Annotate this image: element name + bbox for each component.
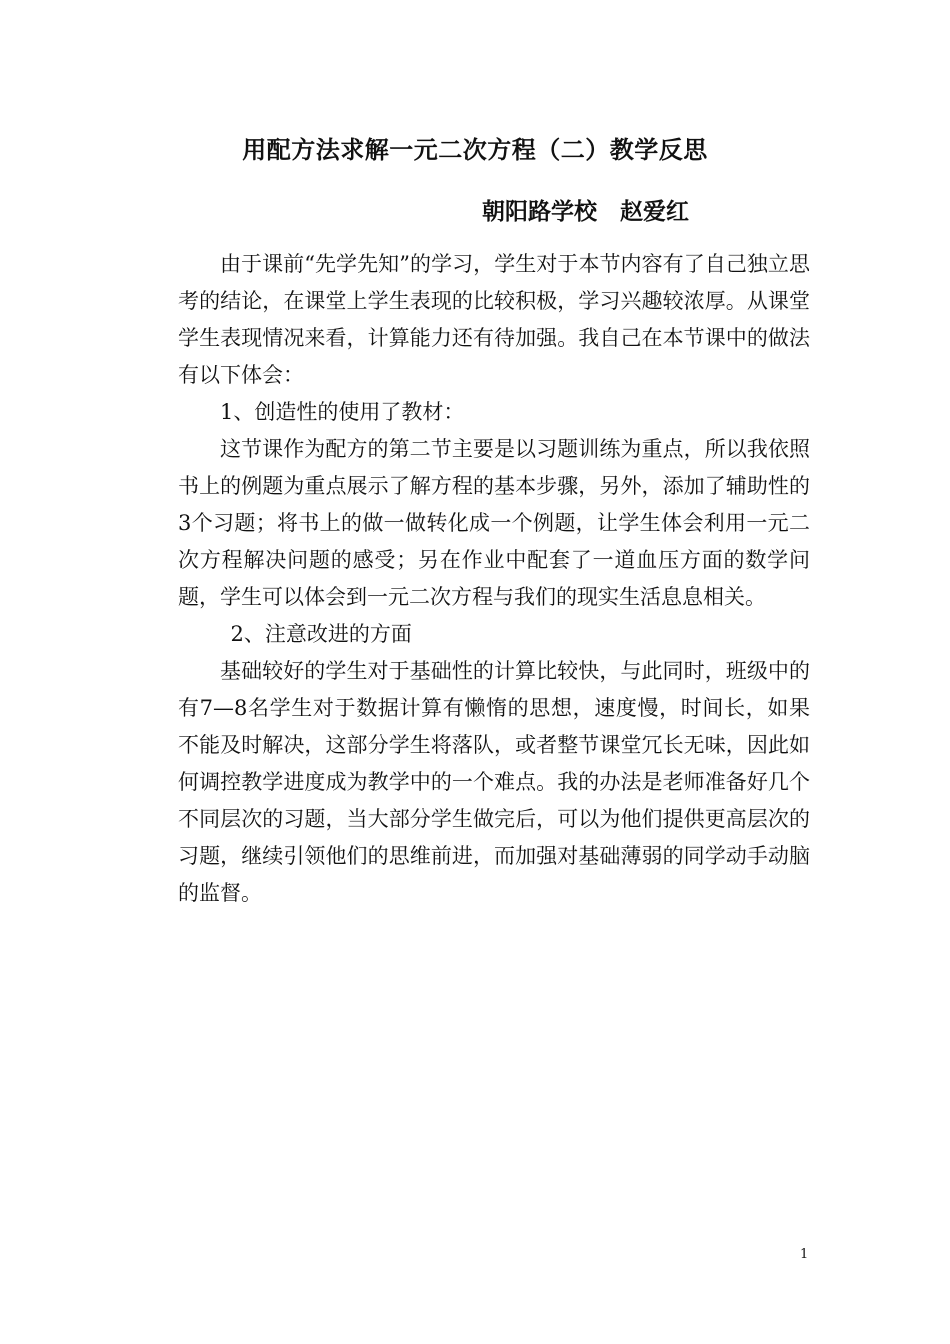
page-number: 1	[800, 1247, 809, 1262]
paragraph-section-1: 这节课作为配方的第二节主要是以习题训练为重点，所以我依照书上的例题为重点展示了解方程的基本步骤，另外，添加了辅助性的3个习题；将书上的做一做转化成一个例题，让学生体会利用一元二次方程解决问题的感受；另在作业中配套了一道血压方面的数学问题，学生可以体会到一元二次方程与我们的现实生活息息相关。	[178, 437, 810, 609]
section-heading-1: 1、创造性的使用了教材：	[220, 400, 465, 424]
paragraph-section-2: 基础较好的学生对于基础性的计算比较快，与此同时，班级中的有7—8名学生对于数据计算有懒惰的思想，速度慢，时间长，如果不能及时解决，这部分学生将落队，或者整节课堂冗长无味，因此如何调控教学进度成为教学中的一个难点。我的办法是老师准备好几个不同层次的习题，当大部分学生做完后，可以为他们提供更高层次的习题，继续引领他们的思维前进，而加强对基础薄弱的同学动手动脑的监督。	[178, 659, 810, 905]
author-byline: 朝阳路学校 赵爱红	[482, 198, 689, 225]
document-body	[178, 246, 810, 912]
section-heading-2: 2、注意改进的方面	[230, 622, 412, 646]
document-title: 用配方法求解一元二次方程（二）教学反思	[242, 135, 708, 164]
paragraph-intro: 由于课前“先学先知”的学习，学生对于本节内容有了自己独立思考的结论，在课堂上学生表现的比较积极，学习兴趣较浓厚。从课堂学生表现情况来看，计算能力还有待加强。我自己在本节课中的做法有以下体会：	[178, 252, 810, 387]
